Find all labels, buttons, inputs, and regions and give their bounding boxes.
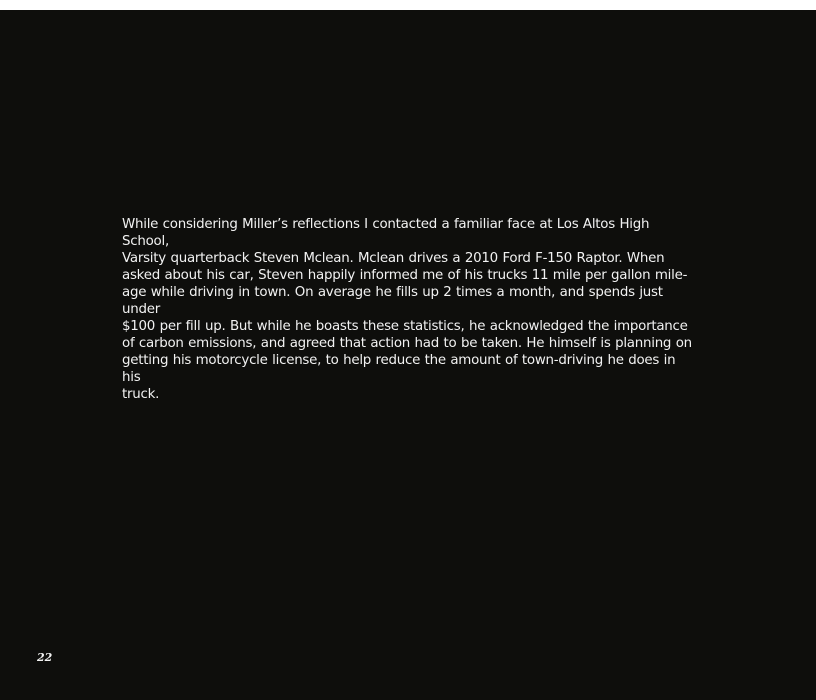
body-paragraph: While considering Miller’s reflections I contacted a familiar face at Los Altos High School, Varsity quarterback Steven Mclean. Mclean drives a 2010 Ford F-150 Raptor. When asked about his car, Steven happily informed me of his trucks 11 mile per gallon mile- age while driving in town. On average he fills up 2 times a month, and spends just under $100 per fill up. But while he boasts these statistics, he acknowledged the importance of carbon emissions, and agreed that action had to be taken. He himself is planning on getting his motorcycle license, to help reduce the amount of town-driving he does in his truck. — [122, 217, 692, 402]
document-page — [0, 10, 816, 700]
page-number: 22 — [37, 651, 53, 664]
